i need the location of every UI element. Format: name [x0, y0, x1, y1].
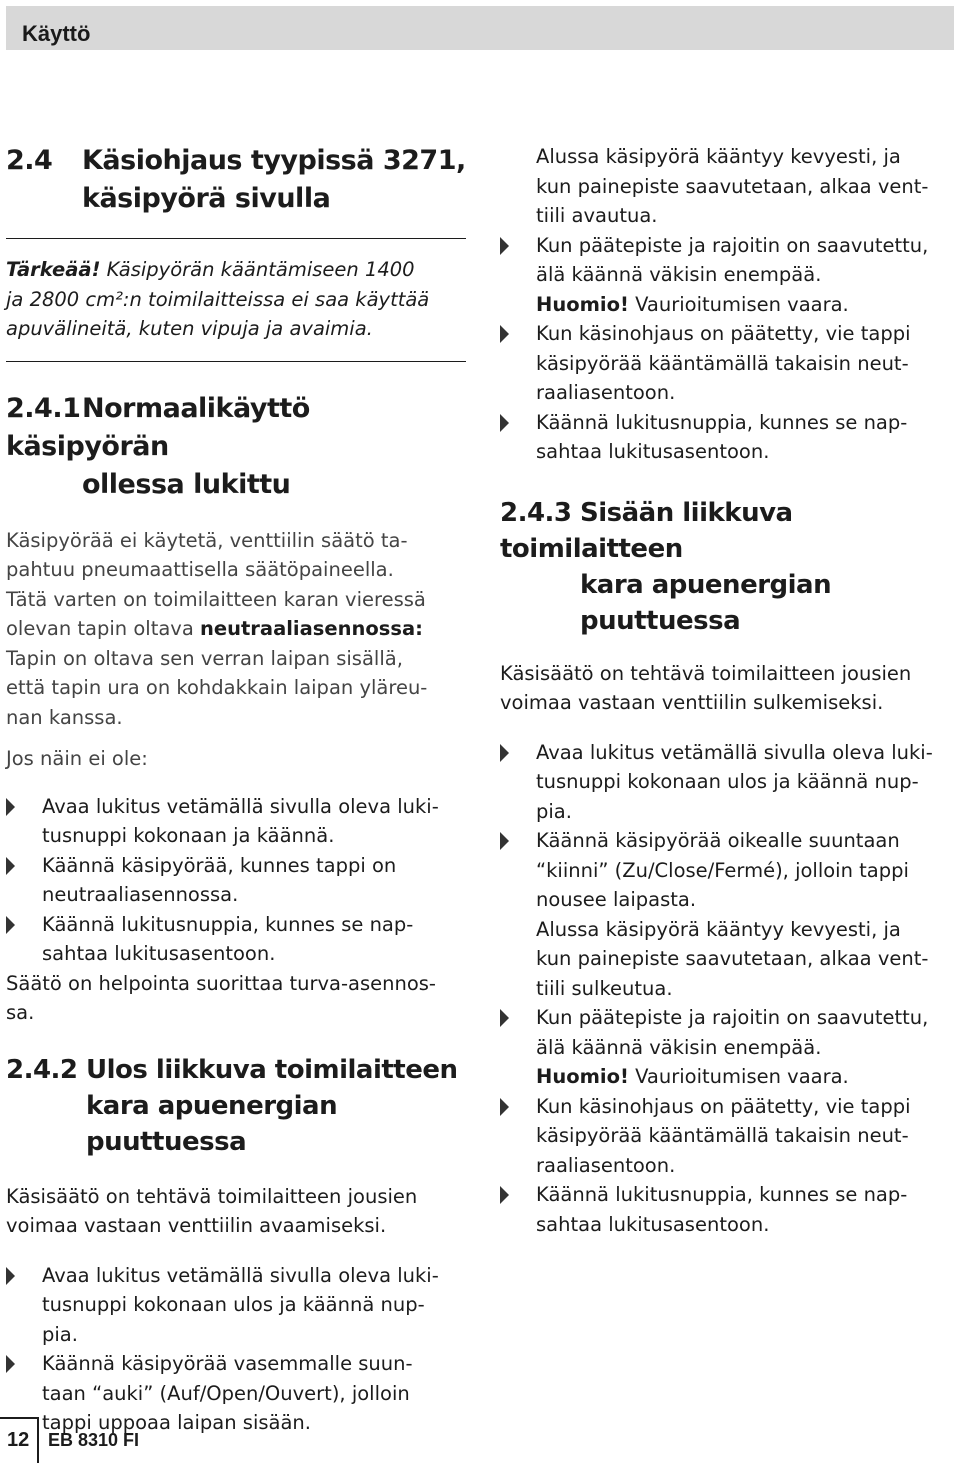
list-item [500, 1003, 955, 1092]
text-line: älä käännä väkisin enempää. [536, 263, 822, 286]
text-line: raaliasentoon. [536, 1153, 676, 1177]
paragraph [500, 142, 955, 231]
text-line: älä käännä väkisin enempää. [536, 1035, 822, 1059]
list-item [500, 1180, 955, 1239]
text-line: raaliasentoon. [536, 381, 676, 404]
triangle-bullet-icon [500, 414, 509, 432]
document-code: EB 8310 FI [48, 1430, 140, 1450]
text-line: tiili avautua. [536, 204, 658, 227]
triangle-bullet-icon [500, 237, 509, 255]
text-line: tusnuppi kokonaan ulos ja käännä nup- [42, 1293, 425, 1316]
triangle-bullet-icon [6, 857, 15, 875]
emphasis: neutraaliasennossa: [199, 617, 423, 640]
bullet-list [6, 1261, 466, 1438]
paragraph [6, 526, 466, 733]
paragraph [6, 969, 466, 1028]
text-line: käsipyörää kääntämällä takaisin neut- [536, 1124, 909, 1147]
important-text: apuvälineitä, kuten vipuja ja avaimia. [6, 317, 373, 340]
page-number-box [0, 1417, 39, 1463]
text-line: sa. [6, 1001, 35, 1024]
text-line: Käännä lukitusnuppia, kunnes se nap- [536, 410, 908, 434]
section-heading-2-4-1 [6, 390, 466, 504]
header-title: Käyttö [22, 21, 91, 46]
text-line: Avaa lukitus vetämällä sivulla oleva luki- [536, 740, 933, 764]
heading-text: Ulos liikkuva toimilaitteen [86, 1054, 458, 1085]
triangle-bullet-icon [500, 325, 509, 343]
section-heading-2-4-3 [500, 495, 955, 639]
text-line: taan “auki” (Auf/Open/Ouvert), jolloin [42, 1381, 410, 1405]
text-line: Kun käsinohjaus on päätetty, vie tappi [536, 322, 911, 345]
text-line: sahtaa lukitusasentoon. [536, 1212, 770, 1236]
text-line: “kiinni” (Zu/Close/Fermé), jolloin tappi [536, 858, 909, 882]
paragraph [6, 1182, 466, 1241]
triangle-bullet-icon [500, 832, 509, 850]
text-line: Säätö on helpointa suorittaa turva-asennos- [6, 971, 436, 995]
text-line: voimaa vastaan venttiilin sulkemiseksi. [500, 691, 884, 714]
important-text: ja 2800 cm²:n toimilaitteissa ei saa käyttää [6, 287, 430, 311]
heading-text: käsipyörä sivulla [82, 183, 331, 214]
text-line: Avaa lukitus vetämällä sivulla oleva luki- [42, 794, 439, 818]
important-text: Käsipyörän kääntämiseen 1400 [100, 258, 415, 281]
text-line: Käännä käsipyörää, kunnes tappi on [42, 853, 397, 877]
list-item [6, 910, 466, 969]
paragraph [500, 915, 955, 1004]
heading-number: 2.4 [6, 145, 53, 176]
text-line: kun painepiste saavutetaan, alkaa vent- [536, 947, 929, 970]
text-line: nan kanssa. [6, 705, 123, 729]
text-line: käsipyörää kääntämällä takaisin neut- [536, 351, 909, 375]
text-line: sahtaa lukitusasentoon. [536, 440, 770, 463]
page-number: 12 [7, 1429, 30, 1451]
list-item [6, 851, 466, 910]
heading-number: 2.4.1 [6, 392, 81, 424]
list-item [500, 738, 955, 827]
text-line: Kun päätepiste ja rajoitin on saavutettu, [536, 233, 929, 257]
heading-text: kara apuenergian puuttuessa [580, 569, 832, 636]
list-item [500, 826, 955, 915]
text-line: Alussa käsipyörä kääntyy kevyesti, ja [536, 917, 901, 941]
triangle-bullet-icon [6, 1267, 15, 1285]
list-item [500, 231, 955, 320]
bullet-list [6, 792, 466, 969]
list-item [6, 1261, 466, 1350]
text-line: tiili sulkeutua. [536, 976, 673, 1000]
heading-text: Sisään liikkuva toimilaitteen [500, 497, 793, 564]
text-line: Käsisäätö on tehtävä toimilaitteen jousien [6, 1184, 418, 1208]
heading-number: 2.4.3 [500, 497, 572, 528]
text-line: Kun päätepiste ja rajoitin on saavutettu, [536, 1006, 929, 1029]
text-line: sahtaa lukitusasentoon. [42, 942, 276, 965]
text-line: että tapin ura on kohdakkain laipan yläreu- [6, 676, 428, 699]
text-line: nousee laipasta. [536, 888, 697, 911]
important-note [6, 255, 466, 344]
text-line: olevan tapin oltava [6, 617, 200, 640]
bullet-list [500, 738, 955, 1240]
text-line: Käännä lukitusnuppia, kunnes se nap- [42, 912, 414, 936]
heading-text: ollessa lukittu [82, 468, 291, 500]
heading-number: 2.4.2 [6, 1054, 78, 1085]
text-line: Avaa lukitus vetämällä sivulla oleva luki- [42, 1263, 439, 1287]
warning-label: Huomio! [536, 1065, 629, 1088]
triangle-bullet-icon [500, 1098, 509, 1116]
warning-text: Vaurioitumisen vaara. [628, 292, 849, 316]
heading-text: Normaalikäyttö käsipyörän [6, 392, 310, 462]
text-line: Käsisäätö on tehtävä toimilaitteen jousien [500, 661, 912, 685]
divider [6, 361, 466, 362]
text-line: voimaa vastaan venttiilin avaamiseksi. [6, 1214, 387, 1237]
text-line: tappi uppoaa laipan sisään. [42, 1411, 311, 1434]
warning-text: Vaurioitumisen vaara. [628, 1065, 849, 1088]
paragraph [500, 659, 955, 718]
triangle-bullet-icon [500, 1009, 509, 1027]
triangle-bullet-icon [500, 744, 509, 762]
page-header [6, 6, 954, 50]
text-line: Käännä käsipyörää vasemmalle suun- [42, 1352, 413, 1375]
text-line: tusnuppi kokonaan ulos ja käännä nup- [536, 770, 919, 793]
text-line: pahtuu pneumaattisella säätöpaineella. [6, 558, 394, 581]
triangle-bullet-icon [6, 916, 15, 934]
right-column [500, 142, 955, 1239]
paragraph: Jos näin ei ole: [6, 747, 148, 770]
list-item [500, 319, 955, 408]
text-line: Käännä käsipyörää oikealle suuntaan [536, 829, 900, 852]
text-line: Käsipyörää ei käytetä, venttiilin säätö ta- [6, 528, 408, 552]
list-item [500, 1092, 955, 1181]
left-column [6, 142, 466, 1438]
text-line: Kun käsinohjaus on päätetty, vie tappi [536, 1094, 911, 1118]
heading-text: kara apuenergian puuttuessa [86, 1090, 338, 1157]
text-line: Tapin on oltava sen verran laipan sisällä, [6, 646, 403, 670]
text-line: neutraaliasennossa. [42, 883, 239, 906]
triangle-bullet-icon [6, 798, 15, 816]
text-line: pia. [536, 799, 572, 823]
text-line: Alussa käsipyörä kääntyy kevyesti, ja [536, 145, 901, 168]
triangle-bullet-icon [6, 1355, 15, 1373]
text-line: Käännä lukitusnuppia, kunnes se nap- [536, 1183, 908, 1206]
triangle-bullet-icon [500, 1186, 509, 1204]
section-heading-2-4-2 [6, 1052, 466, 1160]
text-line: Tätä varten on toimilaitteen karan vieressä [6, 587, 426, 611]
text-line: pia. [42, 1322, 78, 1346]
page-footer [0, 1417, 960, 1461]
text-line: kun painepiste saavutetaan, alkaa vent- [536, 174, 929, 198]
warning-label: Huomio! [536, 292, 629, 316]
important-label: Tärkeää! [6, 258, 101, 281]
list-item [500, 408, 955, 467]
heading-text: Käsiohjaus tyypissä 3271, [82, 145, 466, 176]
section-heading-2-4 [6, 142, 466, 218]
list-item [6, 792, 466, 851]
text-line: tusnuppi kokonaan ja käännä. [42, 824, 335, 847]
divider [6, 238, 466, 239]
